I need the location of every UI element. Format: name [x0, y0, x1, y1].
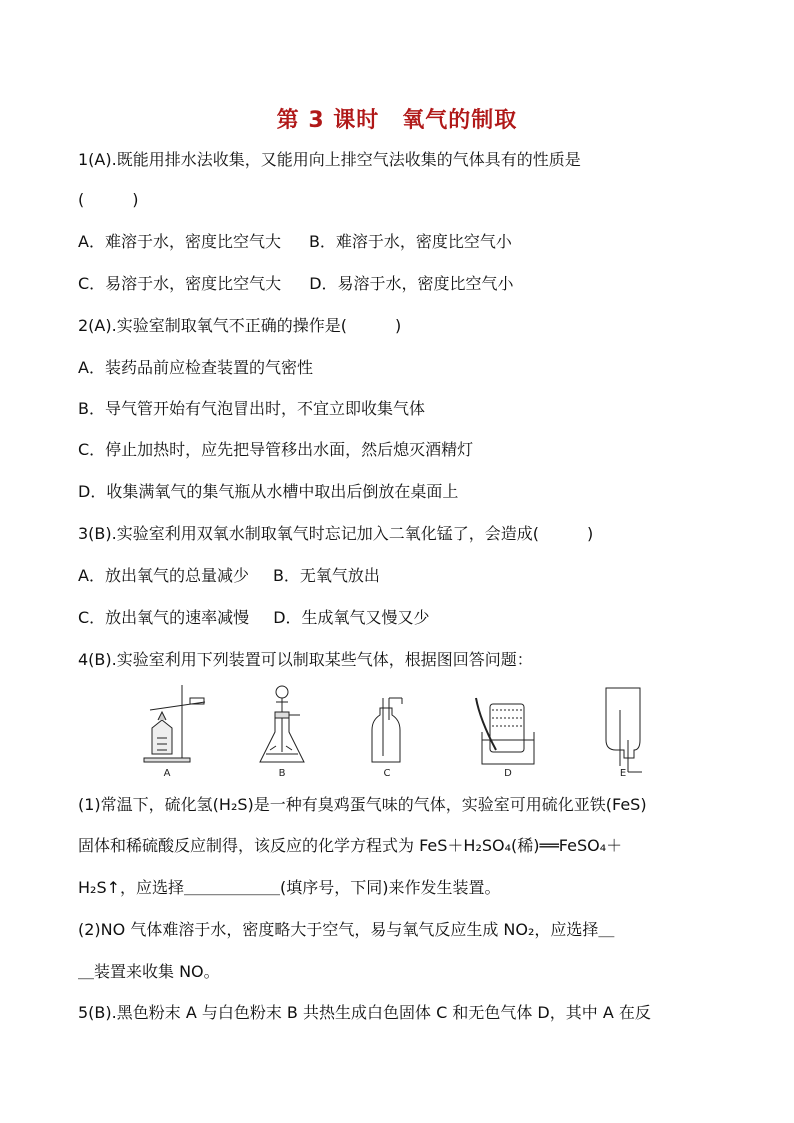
q2-option-a: A．装药品前应检查装置的气密性 — [78, 358, 313, 377]
q2-option-b: B．导气管开始有气泡冒出时，不宜立即收集气体 — [78, 399, 425, 418]
apparatus-a-drawing — [144, 685, 205, 762]
q1-option-c: C．易溶于水，密度比空气大 — [78, 274, 282, 293]
q1-option-row-2 — [78, 274, 514, 294]
q3-option-b: B．无氧气放出 — [272, 566, 380, 585]
apparatus-label-b: B — [278, 768, 286, 779]
q4-part2-line2: ＿装置来收集 NO。 — [78, 962, 220, 981]
apparatus-figure-svg — [130, 680, 670, 780]
q1-option-d: D．易溶于水，密度比空气小 — [309, 274, 514, 293]
q1-stem: 1(A).既能用排水法收集，又能用向上排空气法收集的气体具有的性质是 — [78, 150, 581, 169]
q1-option-a: A．难溶于水，密度比空气大 — [78, 232, 281, 251]
q3-stem: 3(B).实验室利用双氧水制取氧气时忘记加入二氧化锰了，会造成( ) — [78, 524, 594, 543]
q4-part1-line1: (1)常温下，硫化氢(H₂S)是一种有臭鸡蛋气味的气体，实验室可用硫化亚铁(FeS) — [78, 795, 647, 814]
apparatus-figure — [130, 680, 670, 780]
apparatus-e-drawing — [606, 688, 642, 772]
q4-part1-line2: 固体和稀硫酸反应制得，该反应的化学方程式为 FeS＋H₂SO₄(稀)══FeSO₄＋ — [78, 836, 623, 855]
q3-option-d: D．生成氧气又慢又少 — [273, 608, 430, 627]
page-title: 第 3 课时 氧气的制取 — [276, 108, 518, 133]
q3-option-row-2 — [78, 608, 430, 628]
apparatus-c-drawing — [372, 698, 402, 762]
apparatus-label-a: A — [163, 768, 171, 779]
q5-stem: 5(B).黑色粉末 A 与白色粉末 B 共热生成白色固体 C 和无色气体 D，其中 A 在反 — [78, 1003, 651, 1022]
q3-option-a: A．放出氧气的总量减少 — [78, 566, 249, 585]
apparatus-label-c: C — [383, 768, 391, 779]
apparatus-label-d: D — [504, 768, 512, 779]
q1-option-b: B．难溶于水，密度比空气小 — [308, 232, 512, 251]
q4-part2-line1: (2)NO 气体难溶于水，密度略大于空气，易与氧气反应生成 NO₂，应选择＿ — [78, 920, 615, 939]
q2-stem: 2(A).实验室制取氧气不正确的操作是( ) — [78, 316, 402, 335]
q4-stem: 4(B).实验室利用下列装置可以制取某些气体，根据图回答问题： — [78, 650, 533, 669]
q3-option-row-1 — [78, 566, 380, 586]
apparatus-d-drawing — [476, 698, 534, 764]
q3-option-c: C．放出氧气的速率减慢 — [78, 608, 250, 627]
apparatus-b-drawing — [260, 686, 304, 762]
q1-option-row-1 — [78, 232, 512, 252]
q4-part1-line3: H₂S↑，应选择＿＿＿＿＿＿(填序号，下同)来作发生装置。 — [78, 878, 501, 897]
apparatus-label-e: E — [619, 768, 627, 779]
q1-answer-paren: ( ) — [78, 190, 139, 209]
q2-option-c: C．停止加热时，应先把导管移出水面，然后熄灭酒精灯 — [78, 440, 474, 459]
q2-option-d: D．收集满氧气的集气瓶从水槽中取出后倒放在桌面上 — [78, 482, 459, 501]
